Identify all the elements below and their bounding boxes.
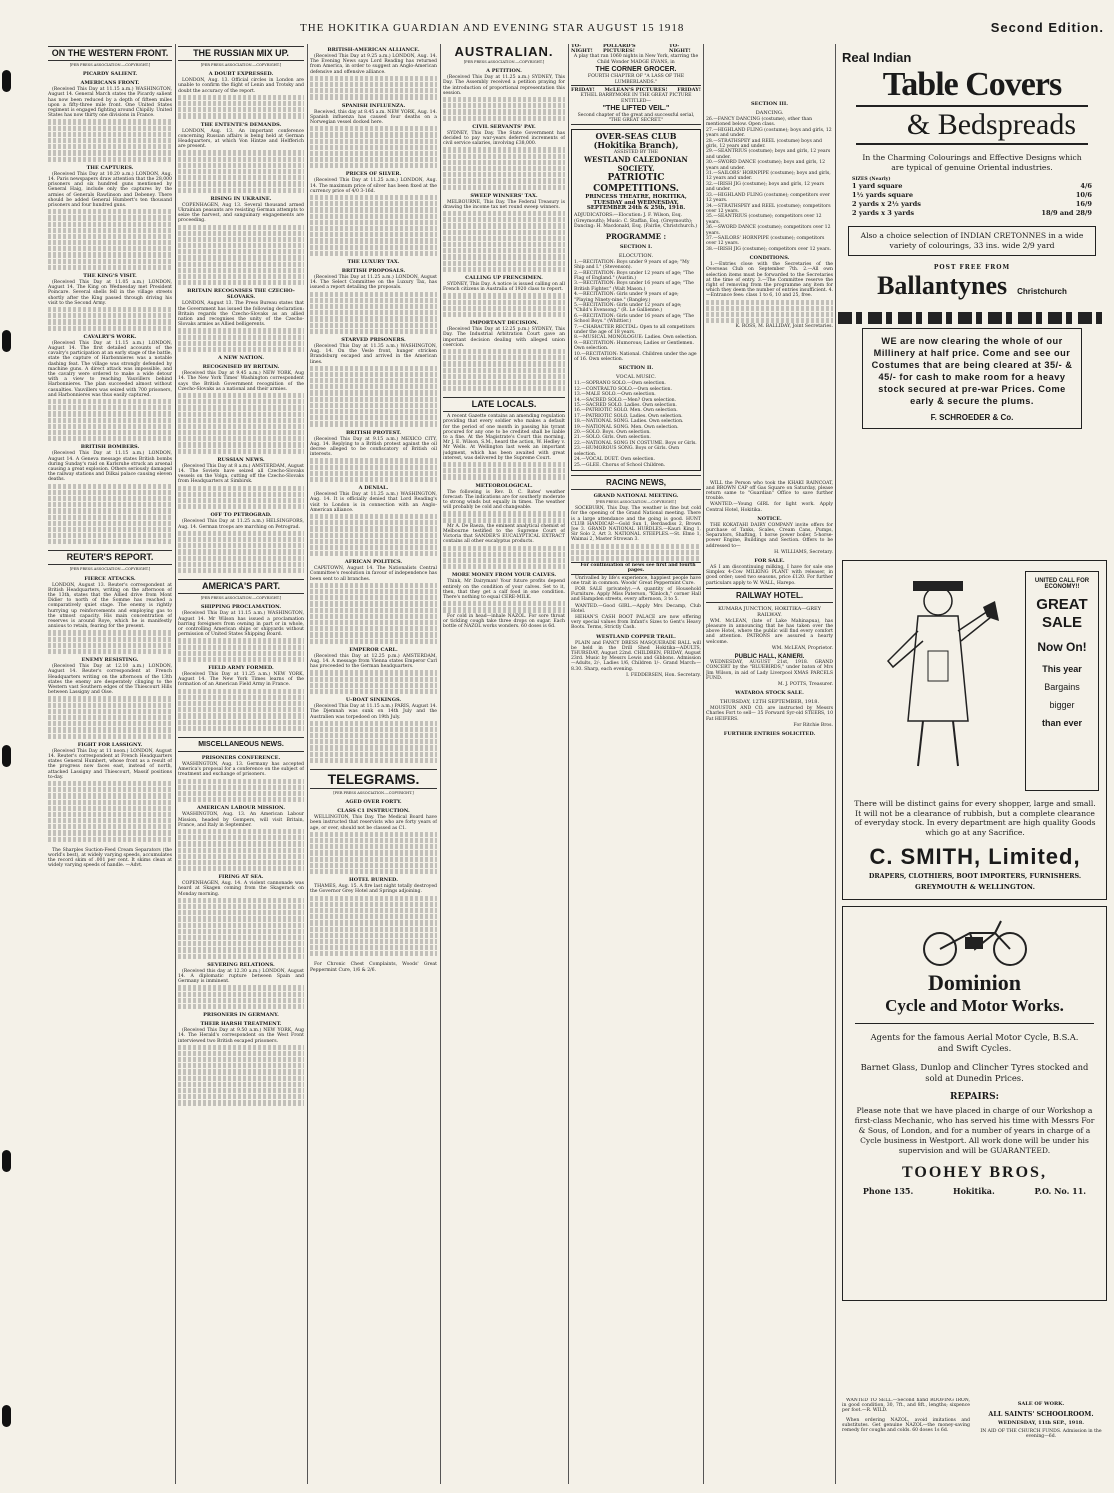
programme-item: 9.—RECITATION: Humorous; Ladies or Gentlemen. Own selection.: [574, 340, 694, 352]
article-body: WELLINGTON, This Day. The Medical Board have been instructed that reservists who are forty years of age, or over, should not be classed as C1.: [310, 815, 437, 831]
programme-item: 5.—RECITATION: Girls under 12 years of age; "Child's Evensong." (R. Le Gallienne.): [574, 302, 682, 314]
cycle-motor-title: Cycle and Motor Works.: [885, 996, 1064, 1015]
article-title: CALLING UP FRENCHMEN.: [465, 274, 543, 281]
toohey-name: TOOHEY BROS,: [902, 1164, 1047, 1181]
po-box: P.O. No. 11.: [1034, 1186, 1087, 1196]
film-chapter: FOURTH CHAPTER OF "A LASS OF THE LUMBERLANDS.": [571, 74, 701, 86]
programme-item: 31.—SAILORS' HORNPIPE (costume); boys and girls, 12 years and under.: [706, 171, 831, 182]
column-australian: [443, 44, 565, 1484]
mclean-header: FRIDAY! McLEAN'S PICTURES! FRIDAY!: [571, 87, 701, 94]
dairy-signature: H. WILLIAMS, Secretary.: [774, 549, 833, 555]
nazol-notice: When ordering NAZOL, avoid imitations and substitutes. Get genuine NAZOL—the money-saving remedy for coughs and colds. 60 doses 1s 6d.: [842, 1417, 970, 1434]
article-title: THE KING'S VISIT.: [83, 273, 137, 280]
toohey-location: Hokitika.: [953, 1186, 995, 1196]
film-chapter: Second chapter of the great and successful serial, "THE GREAT SECRET.": [571, 113, 701, 125]
article-title: SPANISH INFLUENZA.: [341, 102, 406, 109]
article-body: LONDON, August 13. Reuter's correspondent at British Headquarters, writing on the afternoon of the 13th, states that the Allied drive from Mont Didier to north of the Somme has reached a comparatively quiet stage. The enemy is rightly hurrying up reinforcements and employing gas to the utmost capacity. His main concentration of reserves is around Roye, which he is manifestly anxious to retain, fearing for the present.: [48, 582, 172, 630]
article-body: (Received This Day at 9.50 a.m.) NEW YORK, Aug 14. The Herald's correspondent on the West Front interviewed two British escaped prisoners.: [178, 1028, 304, 1044]
article-body: (Received This Day at 11.15 a.m.) WASHINGTON, August 14. Mr Wilson has issued a proclamation barring foreigners from owning in part or in whole, or controlling American ships or shipyards without permission of United States Shipping Board.: [178, 611, 304, 638]
article-title: SWEEP WINNERS' TAX.: [470, 192, 538, 199]
headline-late-locals: LATE LOCALS.: [443, 397, 565, 412]
hehans-advert: HEHAN'S CASH BOOT PALACE are now offering very special values from Infant's Sizes to Gent's Heavy Boots. Terms, Strictly Cash.: [571, 614, 701, 631]
column-russian: [178, 44, 304, 1484]
programme-item: 26.—FANCY DANCING (costume), other than mentioned below. Open class.: [706, 117, 813, 128]
price-size: 1½ yards square: [852, 191, 914, 199]
programme-item: 36.—SWORD DANCE (costume); competitors over 12 years.: [706, 225, 831, 236]
column-cables: [310, 44, 437, 1484]
public-hall-heading: PUBLIC HALL, KANIERI.: [734, 654, 805, 660]
weather-forecast: The following is Rev. D. C. Bates' weather forecast: The indications are for southerly moderate to strong winds but equally in times. The weather will probably be cold and changeable.: [443, 489, 565, 511]
programme-item: 18.—NATIONAL SONG. Ladies. Own selection.: [574, 419, 684, 425]
headline-meteorological: METEOROLOGICAL.: [475, 482, 533, 489]
price-row: [842, 182, 1102, 191]
article-body: (Received This Day at 12.10 a.m.) LONDON, August 14. Reuter's correspondent at French Headquarters writing on the afternoon of the 13th states the enemy are desperately clinging to the Western vast Southern edges of the Thiescourt Hills between Lassigny and Oise.: [48, 664, 172, 696]
headline-western-front: ON THE WESTERN FRONT.: [48, 46, 172, 61]
press-credit: [PER PRESS ASSOCIATION.—COPYRIGHT.]: [463, 60, 545, 64]
article-body: (Received This Day at 11.25 a.m.) LONDON, August 14. The Select Committee on the Luxury Tax, has issued a report detailing the proposals.: [310, 274, 437, 291]
article-body: (Received This Day at 11.15 a.m.) LONDON, August 14. A Geneva message states British bombs during Sunday's raid on Karlsruhe struck an arsenal causing a great explosion. Others seriously damaged the railway stations and Dilkai palace causing eleven deaths.: [48, 451, 172, 483]
programme-heading: PROGRAMME :: [605, 231, 667, 241]
railway-hotel-location: KUMARA JUNCTION, HOKITIKA—GREY RAILWAY.: [718, 605, 821, 618]
adjudicators: ADJUDICATORS:—Elocution: J. F. Wilson, Esq. (Greymouth); Music: C. Staffan, Esq. (Greymouth); Dancing: H. Macdonald, Esq. (Fairlie, Christchurch.): [574, 213, 698, 230]
sale-date: WEDNESDAY, 11th SEP., 1918.: [997, 1420, 1084, 1426]
newspaper-title: THE HOKITIKA GUARDIAN AND EVENING STAR AUGUST 15 1918: [300, 22, 685, 34]
programme-left: [574, 241, 698, 468]
article-title: SHIPPING PROCLAMATION.: [200, 604, 282, 611]
programme-item: 2.—RECITATION: Boys under 12 years of age; "The Flag of England." (Austin.): [574, 270, 694, 281]
article-title: A DENIAL.: [358, 485, 389, 492]
article-body: CAPETOWN, August 14. The Nationalists Central Committee's resolution in favour of independence has been sent to all branches.: [310, 566, 437, 582]
masthead: [0, 0, 1114, 40]
ball-notice: PLAIN and FANCY DRESS MASQUERADE BALL will be held in the Drill Shed Hokitika—ADULTS, THURSDAY, August 22nd. CHILDREN, FRIDAY, August 23rd. Music by Messrs Lewis and Gibbons. Admission—Adults, 2/-, Ladies 1/6, Children 1/-. Grand March:—8.30. Sharp, each evening.: [571, 640, 701, 672]
patriotic-competitions-advert: [571, 129, 701, 471]
article-body: (Received This Day at 10.20 a.m.) LONDON, Aug. 14. Paris newspapers draw attention that the 28,000 prisoners and six hundred guns mentioned by General Haig, include only the captures by the armies of Generals Rawlinson and Debeney. There should be added General Humbert's ten thousand prisoners and four hundred guns.: [48, 171, 172, 208]
article-body: COPENHAGEN, Aug 13. Several thousand armed Ukrainian peasants are resisting German attempts to seize the harvest, and sanguinary engagements are proceeding.: [178, 202, 304, 224]
headline-russian: THE RUSSIAN MIX UP.: [178, 46, 304, 61]
programme-item: 27.—HIGHLAND FLING (costume); boys and girls, 12 years and under.: [706, 127, 832, 139]
smith-sale-advert: [842, 560, 1107, 900]
sizes-label: SIZES (Nearly): [852, 177, 891, 182]
sanders-testimonial: Mr A. De Baeza, the eminent analytical chemist of Melbourne testified to the Supreme Court of Victoria that SANDER'S EUCALYPTICAL EXTRACT contains all other eucalyptus products.: [443, 523, 565, 545]
millinery-text: WE are now clearing the whole of our Millinery at half price. Come and see our Costumes that are being cleared at 35/- & 45/- for cash to make room for a heavy stock secured at pre-war Prices. Come early & secure the plums.: [871, 336, 1073, 406]
programme-item: 33.—HIGHLAND FLING (costume); competitors over 12 years.: [706, 192, 830, 204]
article-body: LONDON, Aug. 13. Official circles in London are unable to confirm the flight of Lenin and Trotsky and doubt the accuracy of the report.: [178, 78, 304, 94]
column-rule: [703, 44, 704, 1484]
agents-text: Agents for the famous Aerial Motor Cycle, B.S.A. and Swift Cycles.: [870, 1032, 1079, 1053]
programme-item: 24.—VOCAL DUET. Own selection.: [574, 457, 655, 463]
programme-item: 13.—MALE SOLO.—Own selection.: [574, 392, 656, 398]
article-list: [48, 71, 172, 544]
article-title: EMPEROR CARL.: [349, 646, 398, 653]
section-subheading: VOCAL MUSIC.: [616, 374, 656, 381]
article-title: FIELD ARMY FORMED.: [208, 665, 274, 672]
phone-number: Phone 135.: [862, 1186, 914, 1196]
intro-text: In the Charming Colourings and Effective Designs which are typical of genuine Oriental industries.: [862, 153, 1082, 172]
article-body: (Received This Day at 11.35 a.m.) WASHINGTON, Aug. 14. On the Vesle front, hunger stricken Brandsburg escaped and arrived in the American lines.: [310, 343, 437, 365]
article-body: (Received This Day at 9.15 a.m.) MEXICO CITY, Aug. 14. Replying to a British protest against the oil decree alleged to be confiscatory of British oil interests.: [310, 436, 437, 458]
article-title: ENEMY RESISTING.: [81, 657, 139, 664]
binding-hole: [2, 70, 11, 92]
late-locals-text: A recent Gazette contains an amending regulation providing that every soldier who makes a default for the period of one month in passing his tyrant procured for any one to be credited shall be liable to a fine. At the Magistrate's Court this morning, Mr J. E. Wilson, S.M., heard the action, W. Hedley v. Mr Wells. At Wellington last week an important judgment, which has been awaited with great interest, was delivered by the Supreme Court.: [443, 414, 565, 461]
article-title: THE LUXURY TAX.: [347, 258, 400, 265]
spacer: [706, 44, 833, 98]
article-title: AMERICAN LABOUR MISSION.: [197, 805, 285, 812]
article-list: [310, 799, 437, 956]
town-crier-illustration: [873, 571, 1003, 771]
article-body: LONDON, August 13. The Press Bureau states that the Government has issued the following declaration: Britain regards the Czecho-Slovaks as an allied nation and recognises the unity of the Czecho-Slovaks armies as Allied belligerents.: [178, 301, 304, 328]
press-credit: [PER PRESS ASSOCIATION.—COPYRIGHT.]: [69, 63, 151, 67]
article-title: AMERICANS FRONT.: [80, 80, 140, 87]
article-title: U-BOAT SINKINGS.: [345, 697, 402, 704]
society-name: WESTLAND CALEDONIAN SOCIETY.: [584, 155, 688, 174]
film-info: ETHEL BARRYMORE IN THE GREAT PICTURE ENTITLED—: [580, 93, 692, 104]
article-title: CLASS C1 INSTRUCTION.: [337, 808, 410, 815]
article-title: HOTEL BURNED.: [349, 877, 398, 884]
price-value: 4/6: [1080, 182, 1092, 190]
all-saints-label: ALL SAINTS' SCHOOLROOM.: [988, 1410, 1094, 1418]
press-credit: [PER PRESS ASSOCIATION.—COPYRIGHT.]: [200, 63, 282, 67]
ballantynes-advert: [838, 44, 1106, 309]
article-list: [178, 604, 304, 731]
programme-item: 23.—HUMOROUS SONG. Boys or Girls. Own selection.: [574, 446, 680, 457]
pollard-header: TO-NIGHT! POLLARD'S PICTURES! TO-NIGHT!: [571, 44, 691, 55]
peppermint-advert: Unrivalled by life's experience, happiest people have one trait in common. Woods' Great Peppermint Cure.: [571, 575, 701, 586]
nazol-advert: For cold in head—inhale NAZOL. For sore throat or tickling cough take three drops on sugar. Each bottle of NAZOL works wonders. 60 doses is 6d.: [443, 613, 565, 629]
headline-australian: AUSTRALIAN.: [454, 44, 554, 59]
article-body: (Received This Day at 11 noon.) LONDON, August 14. Reuter's correspondent at French Headquarters states General Humbert, whose front as a result of the progress now faces east, instead of north, attacked Lassigny and Thiescourt, Massif positions to-day.: [48, 748, 172, 780]
column-rule: [440, 44, 441, 1484]
repairs-text: Please note that we have placed in charge of our Workshop a first-class Mechanic, who has served his time with Messrs For & Sous, of London, and for a number of years in charge of a Cycle business in Westport. All work done will be under his supervision and will be GUARANTEED.: [854, 1106, 1095, 1155]
article-body: (Received this Day at 9.45 a.m.) NEW YORK, Aug 14. The New York Times' Washington correspondent says the British Government recognition of the Czecho-Slovaks as a national and their armies.: [178, 371, 304, 392]
column-rule: [175, 44, 176, 1484]
article-title: THEIR HARSH TREATMENT.: [200, 1021, 282, 1028]
article-title: BRITISH BOMBERS.: [80, 444, 140, 451]
programme-item: 37.—SAILORS' HORNPIPE (costume); competitors over 12 years.: [706, 235, 825, 247]
programme-item: 4.—RECITATION: Girls under 9 years of age; "Playing Ninety-nine." (Bangley.): [574, 292, 679, 303]
article-list: [443, 68, 565, 391]
column-western-front: [48, 44, 172, 1484]
article-title: FIGHT FOR LASSIGNY.: [77, 741, 143, 748]
programme-item: 28.—STRATHSPEY and REEL (costume) boys and girls, 12 years and under.: [706, 138, 822, 150]
ball-secretary: I. FEDDERSEN, Hon. Secretary.: [626, 672, 701, 678]
article-list: [48, 576, 172, 842]
section-subheading: DANCING.: [755, 110, 784, 116]
calves-advert: Think, Mr Dairyman! Your future profits depend entirely on the condition of your calves. Set to it, then, that they get a calf food in one condition. There's nothing to equal CERE-MILK.: [443, 579, 565, 600]
article-title: AFRICAN POLITICS.: [344, 559, 403, 566]
article-body: WASHINGTON, Aug. 13. Germany has accepted America's proposal for a conference on the subject of treatment and exchange of prisoners.: [178, 762, 304, 778]
headline-reuters: REUTER'S REPORT.: [48, 550, 172, 565]
programme-item: 30.—SWORD DANCE (costume); boys and girls, 12 years and under.: [706, 160, 826, 171]
public-hall-signature: M. J. POTTS, Treasurer.: [777, 682, 833, 688]
bigger-label: bigger: [1049, 700, 1075, 710]
programme-item: 16.—PATRIOTIC SOLO. Men. Own selection.: [574, 408, 678, 414]
article-title: THE CAPTURES.: [86, 164, 134, 171]
dairy-notice: THE KOKATAHI DAIRY COMPANY invite offers for purchase of Tanks, Scales, Cream Cans, Pumps, Separators, Shafting, 1 horse power boiler, 5-horse-power Engine, Buildings and Section. Offers to be addressed to—: [706, 522, 833, 549]
article-title: SEVERING RELATIONS.: [207, 961, 275, 968]
column-rule: [835, 44, 836, 1484]
article-body: Received, this day at 8.45 a.m. NEW YORK, Aug. 14. Spanish influenza has caused four deaths on a Norwegian vessel docked here.: [310, 109, 437, 125]
railway-hotel-text: WM. McLEAN, (late of Lake Mahinapua), has pleasure in announcing that he has taken over the above Hotel, where the public will find every comfort and attention. PATRONS are assured a hearty welcome.: [706, 618, 833, 645]
for-sale-heading: FOR SALE.: [754, 557, 785, 564]
continuation-note: For continuation of news see first and fourth pages.: [571, 562, 701, 574]
article-body: (Received This Day at 11.15 a.m.) LONDON, August 14. The first detailed accounts of the cavalry's participation at an early stage of the battle, state the capture of Harbonnieres was a notable dashing feat. The village was strongly defended by machine guns. A direct attack was impossible, and the cavalry were ordered to make a wide detour with a view to reaching Vauvillers behind Harbonnieres. The plan succeeded almost without casualties. Vauvillers was seized with 700 prisoners, and Harbonnieres was thus easily captured.: [48, 340, 172, 398]
article-title: A PETITION.: [486, 68, 522, 75]
further-entries: FURTHER ENTRIES SOLICITED.: [723, 731, 816, 738]
than-ever-label: than ever: [1041, 718, 1083, 728]
programme-item: 11.—SOPRANO SOLO.—Own selection.: [574, 381, 666, 387]
post-free-label: POST FREE FROM: [933, 264, 1011, 271]
smith-locations: GREYMOUTH & WELLINGTON.: [915, 883, 1035, 891]
programme-item: 7.—CHARACTER RECITAL: Open to all competitors under the age of 18 years.: [574, 324, 695, 335]
schroeder-name: F. SCHROEDER & Co.: [930, 413, 1014, 422]
article-body: SYDNEY, This Day. A notice is issued calling on all French citizens in Australia of 1920 class to report.: [443, 281, 565, 293]
article-title: RECOGNISED BY BRITAIN.: [202, 364, 280, 371]
price-row: [842, 200, 1102, 209]
price-size: 2 yards x 3 yards: [852, 209, 915, 217]
sale-aid: IN AID OF THE CHURCH FUNDS. Admission in the evening—6d.: [980, 1429, 1102, 1440]
film-lifted-veil: "THE LIFTED VEIL.": [602, 105, 670, 113]
wanted-notice: WANTED.—Good GIRL.—Apply Mrs Decamp, Club Hotel.: [571, 603, 701, 614]
headline-telegrams: TELEGRAMS.: [310, 769, 437, 789]
club-name: OVER-SEAS CLUB (Hokitika Branch),: [593, 130, 679, 150]
programme-item: 17.—PATRIOTIC SOLO. Ladies. Own selection.: [574, 413, 683, 419]
binding-hole: [2, 330, 11, 352]
competition-venue: PRINCESS THEATRE, HOKITIKA, TUESDAY and WEDNESDAY, SEPTEMBER 24th & 25th, 1918.: [585, 194, 687, 212]
article-body: (Received This Day at 11.25 a.m.) WASHINGTON, Aug. 14. It is officially denied that Lord Reading's visit to London is in connection with an Anglo-American alliance.: [310, 492, 437, 513]
sale-description: There will be distinct gains for every shopper, large and small. It will not be a clearance of rubbish, but a complete clearance of everyday stock. In every department are high quality Goods which go at any Sacrifice.: [854, 799, 1096, 837]
milking-plant-notice: AS I am discontinuing milking, I have for sale one Simplex 4-Cow MILKING PLANT with releaser, in good order; used two seasons, price £120. For further particulars apply to W. WALL, Harepo.: [706, 564, 833, 586]
bedspreads-title: & Bedspreads: [856, 105, 1088, 145]
competition-title: PATRIOTIC COMPETITIONS.: [593, 173, 679, 195]
article-title: BRITISH-AMERICAN ALLIANCE.: [327, 47, 420, 53]
article-list: [178, 755, 304, 1106]
raincoat-notice: WILL the Person who took the KHAKI RAINCOAT, and BROWN CAP off Gas Square on Saturday, please return same to "Guardian" Office to save further trouble.: [706, 480, 833, 502]
wanted-girl-notice: WANTED.—Young GIRL for light work. Apply Central Hotel, Hokitika.: [706, 502, 833, 513]
copper-trail-heading: WESTLAND COPPER TRAIL.: [596, 633, 676, 640]
article-body: (Received This Day at 11.25 a.m.) LONDON, Aug. 14. The maximum price of silver has been fixed at the currency price of 4/0 3-16d.: [310, 178, 437, 194]
bottom-notices-left: [842, 1398, 970, 1488]
programme-item: 35.—SEANTRIUS (costume); competitors over 12 years.: [706, 214, 822, 225]
programme-item: 38.—IRISH JIG (costume); competitors over 12 years.: [706, 246, 831, 252]
conditions-text: 1.—Entries close with the Secretaries of the Overseas Club on September 7th. 2.—All own selection items must be forwarded to the Secretaries at the time of entry. 3.—The Committee reserve the right of removing from the programme any item for which they deem the number of entries insufficient. 4.—Entrance fees: class 1 to 6, 10 and 25, free.: [706, 262, 833, 299]
article-body: (Received This Day at 11.15 a.m.) PARIS, August 14. The Djemnah was sunk on 14th July and the Australien was torpedoed on 19th July.: [310, 704, 437, 720]
film-corner-grocer: THE CORNER GROCER.: [595, 66, 677, 74]
programme-item: 20.—SOLO. Boys. Own selection.: [574, 430, 651, 436]
film-info: A play that ran 1060 nights in New York, starring the Child Wonder MADGE EVANS, in: [573, 54, 699, 65]
programme-columns: [574, 241, 698, 468]
price-value: 10/6: [1075, 191, 1092, 199]
article-title: BRITISH PROPOSALS.: [341, 267, 406, 274]
article-title: CIVIL SERVANTS' PAY.: [472, 123, 536, 130]
railway-hotel-signature: WM. McLEAN, Proprietor.: [771, 645, 833, 651]
sale-of-work-notice: [976, 1398, 1106, 1488]
assisted-by: ASSISTED BY THE: [613, 149, 659, 155]
article-title: IMPORTANT DECISION.: [469, 320, 539, 327]
article-title: PRISONERS CONFERENCE.: [201, 755, 281, 761]
article-body: (Received This Day at 12.25 p.m.) SYDNEY, This Day. The Industrial Arbitration Court gave an important decision dealing with alleged union coercion.: [443, 327, 565, 348]
programme-item: 14.—SACRED SOLO.—Men? Own selection.: [574, 397, 677, 403]
smith-name: C. SMITH, Limited,: [869, 844, 1081, 869]
programme-items: [706, 117, 833, 252]
smith-trades: DRAPERS, CLOTHIERS, BOOT IMPORTERS, FURNISHERS.: [868, 872, 1082, 880]
press-credit: [PER PRESS ASSOCIATION.—COPYRIGHT.]: [200, 596, 282, 601]
headline-racing: RACING NEWS,: [571, 475, 701, 490]
article-body: (Received this Day at 12.25 p.m.) AMSTERDAM, Aug. 14. A message from Vienna states Emperor Carl has proceeded to the German headquarters.: [310, 653, 437, 670]
press-credit: [PER PRESS ASSOCIATION.—COPYRIGHT.]: [69, 567, 151, 572]
racing-subheading: GRAND NATIONAL MEETING.: [593, 492, 679, 499]
press-credit: [PER PRESS ASSOCIATION.—COPYRIGHT.]: [595, 499, 677, 504]
article-body: THAMES, Aug. 15. A fire last night totally destroyed the Governor Grey Hotel and Springs adjoining.: [310, 884, 437, 895]
railway-hotel-heading: RAILWAY HOTEL.: [706, 588, 833, 603]
christchurch-label: Christchurch: [1017, 287, 1067, 296]
table-covers-title: Table Covers: [882, 66, 1062, 103]
joint-secretaries: K. ROSS, M. BALLIDAY, Joint Secretaries.: [735, 324, 833, 330]
article-title: FIRING AT SEA.: [218, 874, 264, 881]
article-body: (Received this day at 12.30 a.m.) LONDON, August 14. A diplomatic rupture between Spain and Germany is imminent.: [178, 968, 304, 985]
programme-item: 34.—STRATHSPEY and REEL (costume); competitors over 12 years.: [706, 203, 831, 214]
article-title: THE ENTENTE'S DEMANDS.: [200, 121, 282, 128]
for-sale-notice: FOR SALE (privately).—A quantity of Household Furniture. Apply Miss Paterson, "Kinloch," corner Hall and Hampden streets, every afternoon, 3 to 5.: [571, 586, 701, 603]
now-on-label: Now On!: [1037, 640, 1087, 654]
dominion-name: Dominion: [928, 970, 1021, 995]
article-title: A NEW NATION.: [218, 355, 264, 362]
decorative-banner: [838, 312, 1106, 324]
article-body: (Received This Day at 11.05 a.m.) LONDON, August 14. The King on Wednesday met President Poincare. Several shells fell in the village streets shortly after the King passed through driving his visit to the Second Army.: [48, 280, 172, 306]
price-row: [842, 209, 1102, 218]
binding-hole: [2, 745, 11, 767]
great-sale-label: GREAT SALE: [1036, 596, 1088, 631]
article-title: STARVED PRISONERS.: [341, 336, 406, 343]
article-body: WASHINGTON, Aug. 13. An American Labour Mission, headed by Gompers, will visit Britain, France, and Italy in September.: [178, 812, 304, 828]
article-title: BRITAIN RECOGNISES THE CZECHO-SLOVAKS.: [187, 288, 295, 301]
headline-america: AMERICA'S PART.: [178, 579, 304, 594]
price-row: [842, 191, 1102, 200]
article-body: (Received This Day at 11.25 a.m.) NEW YORK, August 14. The New York Times learns of the formation of an American Field Army in France.: [178, 672, 304, 688]
racing-text: SOCKBURN, This Day. The weather is fine but cold for the opening of the Grand National meeting. There is a large attendance and the going is good. HUNT CLUB HANDICAP.—Gold Sun 1, Berdasdiss 2, Brown Joe 3. GRAND NATIONAL HURDLES.—Kauri King 1, Sir Solo 2, Art 3. NATIONAL STEEPLES.—St. Elmo 1, Waimai 2, Master Strowan 3.: [571, 506, 701, 543]
headline-calves: MORE MONEY FROM YOUR CALVES.: [451, 572, 557, 579]
ballantynes-name: Ballantynes: [877, 271, 1008, 300]
article-body: (Received This Day at 8 a.m.) AMSTERDAM, August 14. The Soviets have seized all Czecho-Slovaks vessels on the Volga, cutting off the Czecho-Slovaks from Headquarters at Simbirsk.: [178, 463, 304, 485]
article-list: [310, 47, 437, 763]
spacer: [706, 331, 833, 481]
programme-item: 25.—GLEE. Chorus of School Children.: [574, 462, 666, 468]
houston-signature: For Ritchie Bros.: [793, 722, 833, 728]
article-body: (Received This Day at 11.25 a.m.) SYDNEY, This Day. The Assembly received a petition praying for the introduction of proportional representation this session.: [443, 75, 565, 96]
column-rule: [568, 44, 569, 1484]
programme-item: 15.—SACRED SOLO. Ladies. Own selection.: [574, 403, 677, 409]
programme-item: 1.—RECITATION: Boys under 9 years of age; "My Ship and I." (Stevenson).: [574, 259, 690, 271]
real-indian-label: Real Indian: [842, 50, 912, 65]
wataroa-heading: WATAROA STOCK SALE.: [735, 690, 804, 697]
roofing-iron-notice: WANTED TO SELL.—Second hand ROOFING IRON, in good condition, 30, 7ft., and 8ft., lengths; sixpence per foot.—R. WILD.: [842, 1398, 970, 1414]
article-title: BRITISH PROTEST.: [345, 429, 402, 436]
public-hall-text: WEDNESDAY, AUGUST 21st, 1918. GRAND CONCERT by the "BLUEBIRDS," under baton of Mrs Jim Wilson, in aid of Lady Liverpool XMAS PARCELS FUND.: [706, 660, 833, 681]
article-title: RISING IN UKRAINE.: [210, 195, 272, 202]
advert-separators: The Sharples Suction-Feed Cream Separators (the world's best), at widely varying speeds, accumulates the record skim of .001 per cent. It skims clean at widely varying speeds of handle. —Advt.: [48, 847, 172, 869]
binding-holes: [0, 0, 14, 1493]
price-size: 1 yard square: [852, 182, 903, 190]
programme-item: 6.—RECITATION: Girls under 16 years of age; "The School Boys." (Whittier.): [574, 313, 694, 325]
article-body: (Received This Day at 11.15 a.m.) WASHINGTON, August 14. General March states the Picardy salient has now been reduced by a depth of fifteen miles upon a fifty-three mile front. One United States regiment is engaged fighting around Chipilly. United States has now thirty one divisions in France.: [48, 87, 172, 119]
programme-item: 12.—CONTRALTO SOLO.—Own selection.: [574, 386, 672, 392]
price-list: [842, 182, 1102, 218]
programme-item: 8.—MUSICAL MONOLOGUE: Ladies. Own selection.: [574, 335, 698, 341]
article-body: COPENHAGEN, Aug. 14. A violent cannonade was heard at Skagen coming from the Skagerack on Monday morning.: [178, 881, 304, 897]
motorcycle-illustration: [915, 911, 1035, 967]
section-heading: SECTION I.: [619, 243, 653, 250]
schroeder-advert: [862, 328, 1082, 429]
binding-hole: [2, 1150, 11, 1172]
programme-item: 32.—IRISH JIG (costume); boys and girls, 12 years and under.: [706, 181, 825, 193]
article-title: OFF TO PETROGRAD.: [210, 512, 272, 519]
column-rule: [307, 44, 308, 1484]
binding-hole: [2, 1405, 11, 1427]
programme-item: 21.—SOLO. Girls. Own selection.: [574, 435, 651, 441]
column-entertainment: [571, 44, 701, 1484]
repairs-heading: REPAIRS:: [950, 1092, 999, 1102]
article-title: PRISONERS IN GERMANY.: [203, 1012, 279, 1019]
wataroa-date: THURSDAY, 12TH SEPTEMBER, 1918.: [719, 699, 820, 706]
programme-items: [574, 260, 698, 363]
press-credit: [PER PRESS ASSOCIATION.—COPYRIGHT.]: [333, 791, 414, 796]
notice-heading: NOTICE.: [757, 515, 782, 522]
tyres-text: Barnet Glass, Dunlop and Clincher Tyres stocked and sold at Dunedin Prices.: [860, 1062, 1089, 1083]
article-title: RUSSIAN NEWS.: [217, 456, 265, 463]
price-size: 2 yards x 2½ yards: [852, 200, 921, 208]
article-body: SYDNEY, This Day. The State Government has decided to pay war-years deferred increments of civil service salaries, involving £38,000.: [443, 130, 565, 147]
article-body: LONDON, Aug. 13. An important conference concerning Russian affairs is being held at German Headquarters, at which Von Hintze and Helfferich are present.: [178, 128, 304, 150]
article-title: A DOUBT EXPRESSED.: [208, 71, 274, 78]
united-call-label: UNITED CALL FOR ECONOMY!!: [1034, 578, 1090, 590]
programme-item: 10.—RECITATION: National. Children under the age of 16. Own selection.: [574, 351, 697, 363]
advert-peppermint: For Chronic Chest Complaints, Woods' Great Peppermint Cure, 1/6 & 2/6.: [310, 962, 437, 973]
article-title: FIERCE ATTACKS.: [84, 575, 136, 582]
article-title: PICARDY SALIENT.: [82, 71, 138, 78]
sale-of-work-heading: SALE OF WORK.: [1017, 1401, 1065, 1407]
programme-item: 19.—NATIONAL SONG. Men. Own selection.: [574, 424, 679, 430]
article-body: MELBOURNE, This Day. The Federal Treasury is drawing the income tax net round sweep winners.: [443, 199, 565, 210]
programme-items: [574, 381, 698, 468]
bargains-label: Bargains: [1044, 682, 1080, 692]
this-year-label: This year: [1042, 664, 1082, 674]
article-title: AGED OVER FORTY.: [345, 799, 402, 806]
programme-item: 3.—RECITATION: Boys under 16 years of age; "The British Fighter." (Walt Mason.): [574, 281, 694, 292]
article-body: (Received This Day at 9.25 a.m.) LONDON, Aug. 14. The Evening News says Lord Reading has returned from America, in order to suggest an Anglo-American defensive and offensive alliance.: [310, 54, 437, 75]
edition-label: Second Edition.: [990, 20, 1104, 35]
section-heading: SECTION II.: [618, 365, 654, 372]
section-heading: SECTION III.: [751, 101, 788, 107]
column-dancing-notices: [706, 44, 833, 1484]
conditions-heading: CONDITIONS.: [749, 255, 790, 262]
dominion-cycle-advert: [842, 906, 1107, 1301]
ballantynes-footer: [842, 271, 1102, 301]
price-value: 18/9 and 28/9: [1041, 209, 1092, 217]
article-list: [178, 71, 304, 573]
programme-item: 22.—NATIONAL SONG IN COSTUME. Boys or Girls.: [574, 440, 697, 446]
houston-text: MOUSTON AND CO. are instructed by Messrs Charles Fort to sell— 35 Forward Syr-old STEERS, 10 Fat HEIFERS.: [706, 706, 833, 722]
great-sale-scroll: [1025, 571, 1099, 791]
price-value: 16/9: [1075, 200, 1092, 208]
headline-misc: MISCELLANEOUS NEWS.: [178, 737, 304, 752]
programme-item: 29.—SEANTRIUS (costume); boys and girls, 12 years and under.: [706, 149, 831, 160]
toohey-contact: [843, 1186, 1106, 1196]
article-title: PRICES OF SILVER.: [345, 171, 402, 178]
article-body: (Received This Day at 11.25 a.m.) HELSINGFORS, Aug. 14. German troops are marching on Petrograd.: [178, 519, 304, 530]
cretonnes-box: Also a choice selection of INDIAN CRETONNES in a wide variety of colourings, 33 ins. wide 2/9 yard: [848, 226, 1096, 256]
section-subheading: ELOCUTION.: [618, 252, 654, 259]
article-title: CAVALRY'S WORK.: [83, 333, 137, 340]
